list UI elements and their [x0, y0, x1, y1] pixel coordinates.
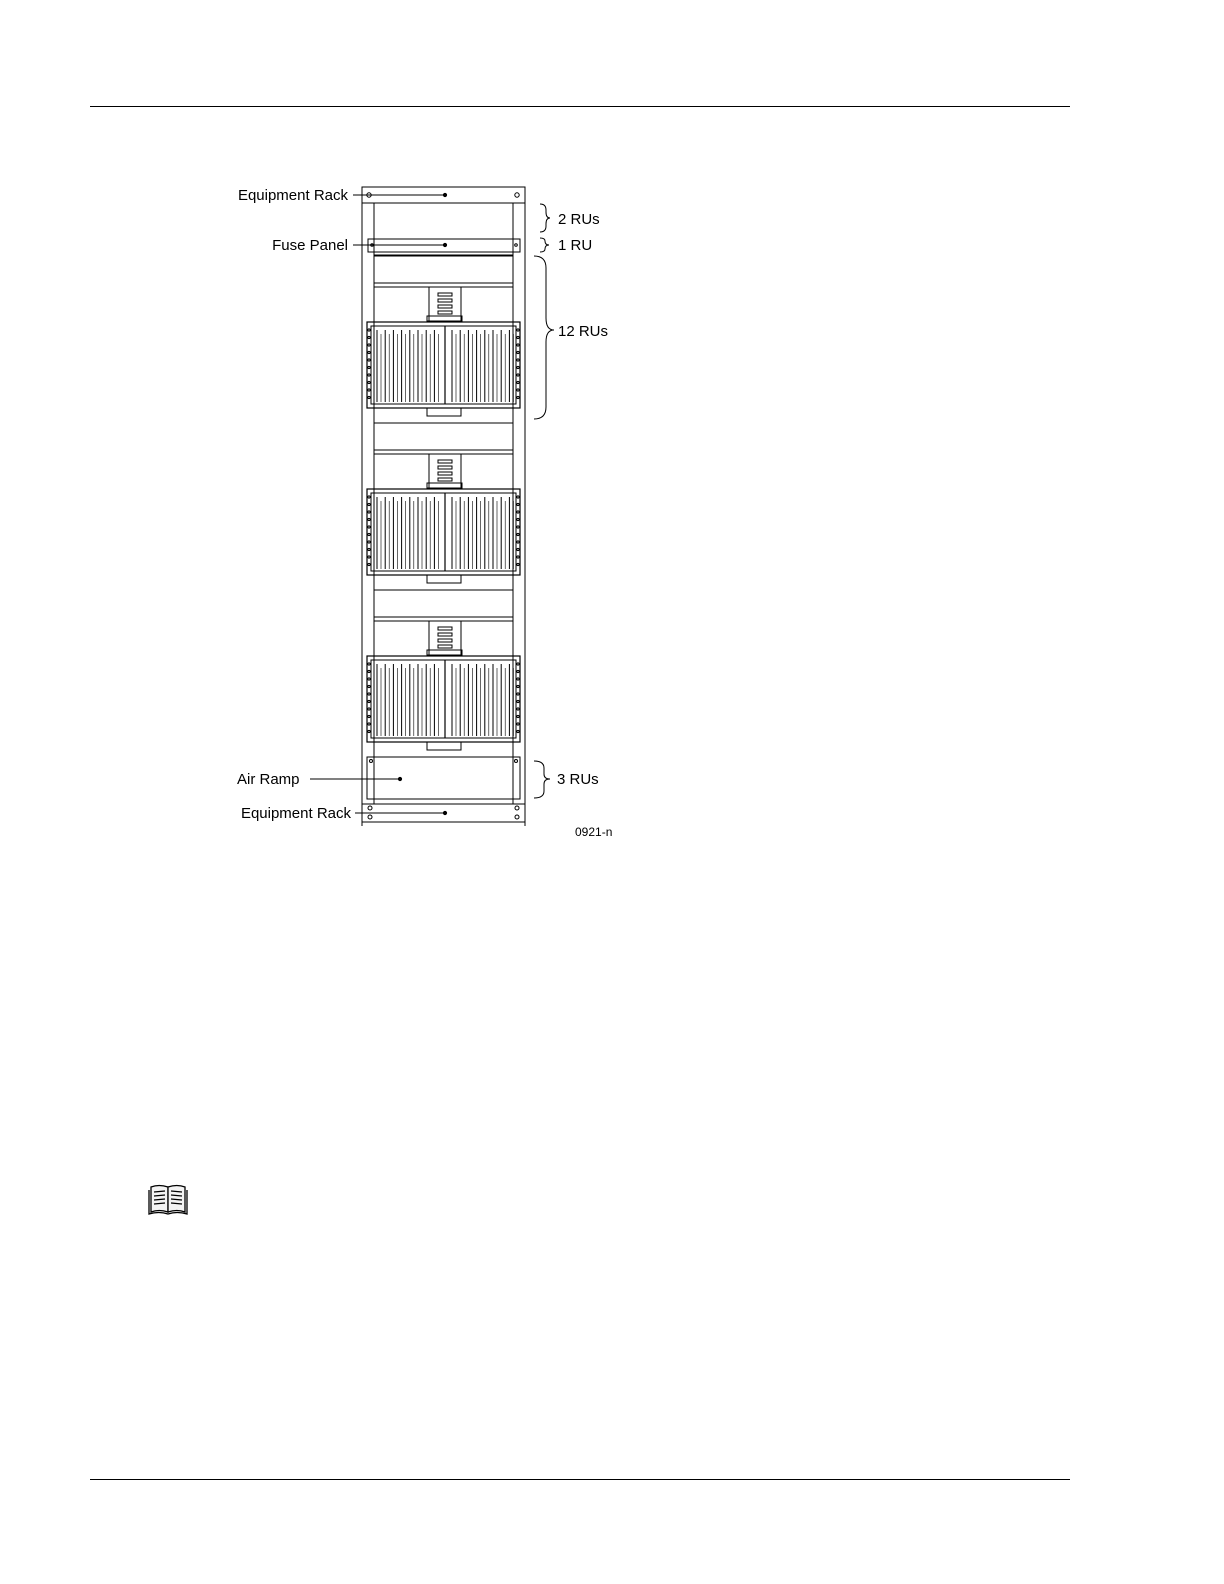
open-book-icon: [148, 1183, 188, 1215]
equipment-shelf: [367, 256, 520, 416]
equipment-shelf: [367, 590, 520, 750]
dimension-2-rus: 2 RUs: [558, 211, 600, 228]
callout-fuse-panel: Fuse Panel: [272, 237, 348, 254]
callout-air-ramp: Air Ramp: [237, 771, 300, 788]
callout-equipment-rack-bottom: Equipment Rack: [240, 805, 351, 822]
equipment-shelf: [367, 423, 520, 583]
brace-3-rus: [534, 761, 550, 798]
brace-2-rus: [540, 204, 550, 232]
brace-1-ru: [540, 238, 549, 252]
dimension-1-ru: 1 RU: [558, 237, 593, 254]
dimension-3-rus: 3 RUs: [557, 771, 599, 788]
air-ramp: [367, 757, 520, 799]
callout-equipment-rack-top: Equipment Rack: [237, 187, 348, 204]
brace-12-rus: [534, 256, 554, 419]
footer-rule: [90, 1479, 1070, 1480]
dimension-12-rus: 12 RUs: [558, 323, 609, 340]
figure-code: 0921-n: [575, 825, 613, 839]
